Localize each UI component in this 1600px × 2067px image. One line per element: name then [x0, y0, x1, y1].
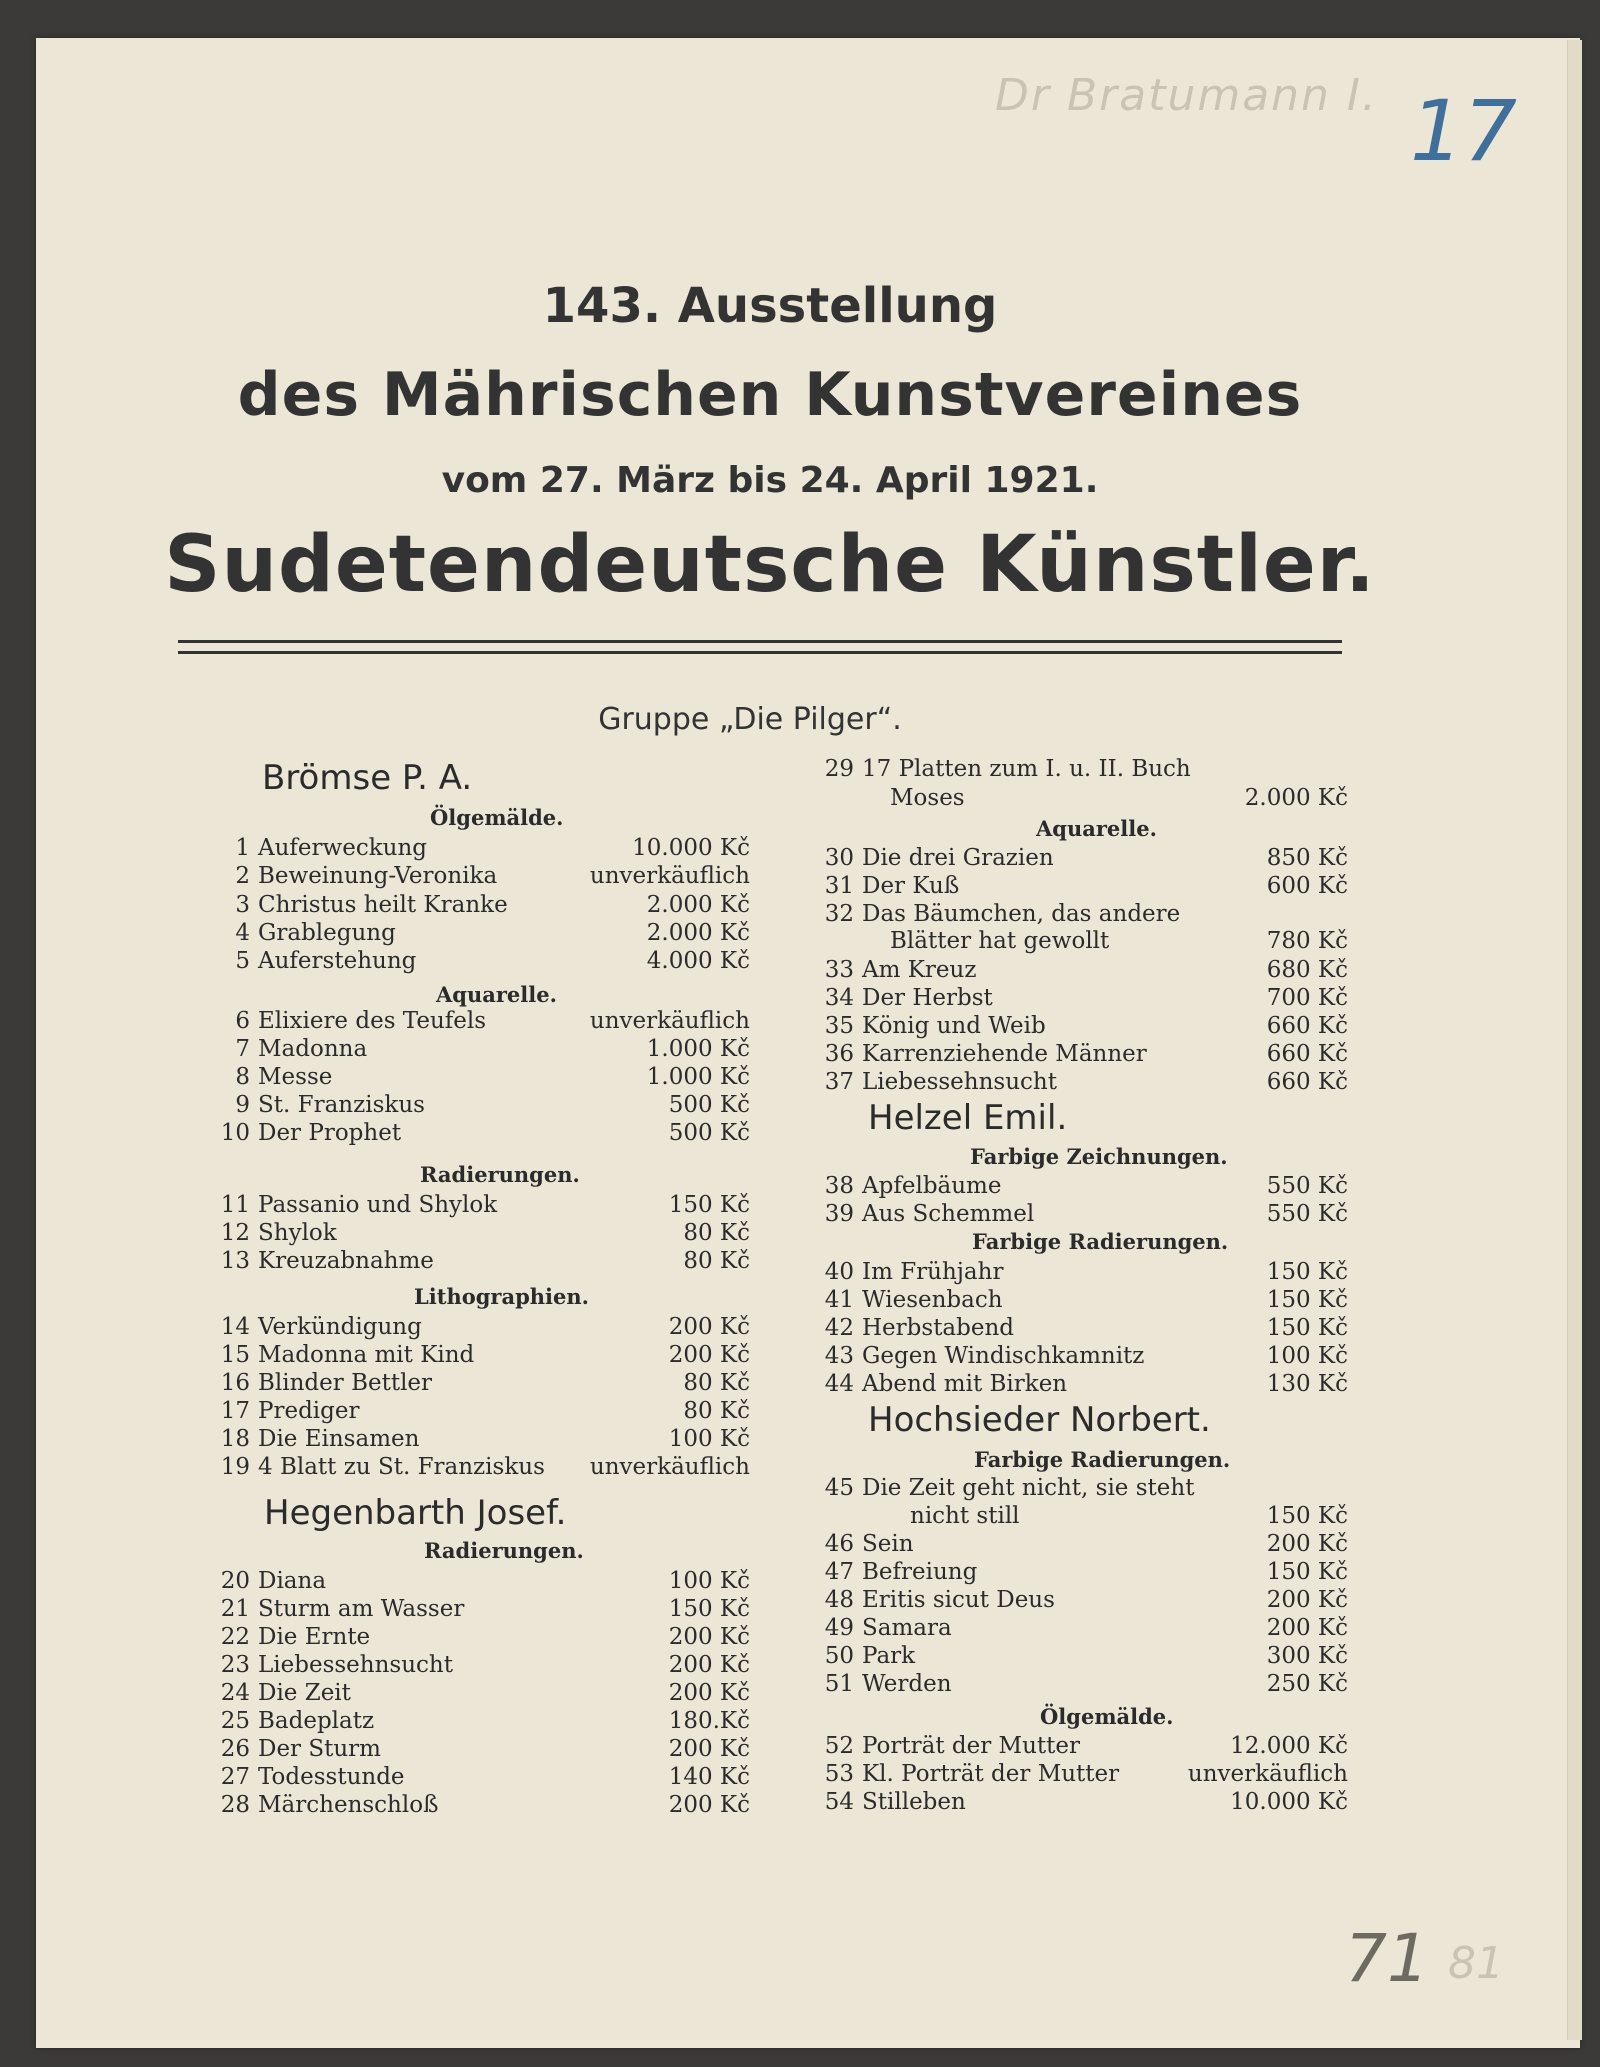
section-heading: Farbige Radierungen. — [972, 1229, 1229, 1254]
entry-price: 250 Kč — [1266, 1671, 1348, 1697]
section-heading: Aquarelle. — [1036, 816, 1157, 841]
artist-heading-hochsieder: Hochsieder Norbert. — [868, 1400, 1211, 1440]
divider-rule — [178, 651, 1342, 654]
entry-title: Karrenziehende Männer — [862, 1041, 1147, 1067]
catalogue-entry-27 — [210, 1764, 750, 1792]
entry-price: 200 Kč — [1266, 1587, 1348, 1613]
entry-price: 600 Kč — [1266, 873, 1348, 899]
entry-number: 1 — [235, 835, 250, 861]
entry-price: 200 Kč — [668, 1792, 750, 1818]
entry-price: 200 Kč — [1266, 1531, 1348, 1557]
catalogue-entry-23 — [210, 1652, 750, 1680]
entry-title: Samara — [862, 1615, 952, 1641]
section-heading: Radierungen. — [420, 1162, 580, 1187]
artist-heading-broemse: Brömse P. A. — [262, 758, 473, 798]
page-title: Sudetendeutsche Künstler. — [164, 520, 1376, 610]
entry-price: 200 Kč — [668, 1652, 750, 1678]
entry-number: 48 — [824, 1587, 854, 1613]
catalogue-entry-10 — [210, 1120, 750, 1148]
catalogue-entry-18 — [210, 1426, 750, 1454]
section-heading: Aquarelle. — [436, 982, 557, 1007]
entry-price: 660 Kč — [1266, 1041, 1348, 1067]
entry-number: 30 — [824, 845, 854, 871]
entry-number: 16 — [220, 1370, 250, 1396]
entry-number: 37 — [824, 1069, 854, 1095]
entry-title: Aus Schemmel — [862, 1201, 1035, 1227]
catalogue-entry-24 — [210, 1680, 750, 1708]
divider-rule — [178, 640, 1342, 643]
entry-number: 22 — [220, 1624, 250, 1650]
entry-title: Sturm am Wasser — [258, 1596, 465, 1622]
entry-number: 14 — [220, 1314, 250, 1340]
entry-number: 33 — [824, 957, 854, 983]
entry-title: Shylok — [258, 1220, 337, 1246]
entry-number: 28 — [220, 1792, 250, 1818]
catalogue-entry-26 — [210, 1736, 750, 1764]
entry-price: 700 Kč — [1266, 985, 1348, 1011]
entry-title: Gegen Windischkamnitz — [862, 1343, 1145, 1369]
catalogue-entry-25 — [210, 1708, 750, 1736]
entry-title: Auferweckung — [258, 835, 428, 861]
catalogue-entry-41 — [814, 1287, 1348, 1315]
entry-price: 150 Kč — [1266, 1259, 1348, 1285]
entry-number: 40 — [824, 1259, 854, 1285]
catalogue-entry-17 — [210, 1398, 750, 1426]
entry-29-price: 2.000 Kč — [1244, 785, 1348, 811]
entry-number: 43 — [824, 1343, 854, 1369]
entry-29-continuation: Moses — [890, 785, 965, 811]
entry-title: Die Einsamen — [258, 1426, 420, 1452]
catalogue-entry-33 — [814, 957, 1348, 985]
catalogue-entry-36 — [814, 1041, 1348, 1069]
entry-number: 4 — [235, 920, 250, 946]
entry-price: 100 Kč — [1266, 1343, 1348, 1369]
entry-title: Im Frühjahr — [862, 1259, 1004, 1285]
entry-45-price: 150 Kč — [1266, 1503, 1348, 1529]
catalogue-entry-52 — [814, 1733, 1348, 1761]
entry-price: 100 Kč — [668, 1426, 750, 1452]
entry-title: Porträt der Mutter — [862, 1733, 1080, 1759]
catalogue-entry-29 — [814, 756, 1348, 784]
catalogue-entry-39 — [814, 1201, 1348, 1229]
entry-price: 550 Kč — [1266, 1173, 1348, 1199]
entry-number: 18 — [220, 1426, 250, 1452]
entry-number: 47 — [824, 1559, 854, 1585]
paper-edge — [1567, 40, 1582, 2040]
entry-price: 500 Kč — [668, 1092, 750, 1118]
entry-price: 2.000 Kč — [646, 920, 750, 946]
entry-number: 20 — [220, 1568, 250, 1594]
catalogue-entry-54 — [814, 1789, 1348, 1817]
entry-price: 200 Kč — [668, 1624, 750, 1650]
catalogue-entry-2 — [210, 863, 750, 891]
entry-number: 27 — [220, 1764, 250, 1790]
entry-number: 41 — [824, 1287, 854, 1313]
entry-title: Die Zeit — [258, 1680, 351, 1706]
entry-title: Die Zeit geht nicht, sie steht — [862, 1475, 1195, 1501]
entry-price: 200 Kč — [668, 1736, 750, 1762]
entry-title: Liebessehnsucht — [258, 1652, 453, 1678]
entry-number: 53 — [824, 1761, 854, 1787]
entry-price: 140 Kč — [668, 1764, 750, 1790]
catalogue-entry-34 — [814, 985, 1348, 1013]
entry-price: 680 Kč — [1266, 957, 1348, 983]
bottom-page-number: 71 — [1345, 1920, 1429, 1997]
entry-price: 200 Kč — [668, 1680, 750, 1706]
catalogue-entry-14 — [210, 1314, 750, 1342]
entry-title: Badeplatz — [258, 1708, 375, 1734]
entry-price: 850 Kč — [1266, 845, 1348, 871]
entry-title: Blinder Bettler — [258, 1370, 433, 1396]
entry-price: 180.Kč — [668, 1708, 750, 1734]
entry-price: unverkäuflich — [1187, 1761, 1348, 1787]
entry-title: Todesstunde — [258, 1764, 405, 1790]
section-heading: Ölgemälde. — [1040, 1704, 1174, 1729]
entry-title: Grablegung — [258, 920, 396, 946]
entry-number: 15 — [220, 1342, 250, 1368]
entry-number: 39 — [824, 1201, 854, 1227]
catalogue-entry-7 — [210, 1036, 750, 1064]
entry-number: 6 — [235, 1008, 250, 1034]
entry-price: 200 Kč — [668, 1342, 750, 1368]
entry-price: 150 Kč — [1266, 1287, 1348, 1313]
exhibition-number: 143. Ausstellung — [542, 278, 998, 334]
entry-number: 52 — [824, 1733, 854, 1759]
catalogue-entry-50 — [814, 1643, 1348, 1671]
entry-title: Kl. Porträt der Mutter — [862, 1761, 1120, 1787]
catalogue-entry-13 — [210, 1248, 750, 1276]
entry-price: 200 Kč — [1266, 1615, 1348, 1641]
catalogue-entry-8 — [210, 1064, 750, 1092]
entry-price: 150 Kč — [1266, 1315, 1348, 1341]
entry-title: Die drei Grazien — [862, 845, 1054, 871]
blue-page-number: 17 — [1410, 82, 1517, 180]
entry-price: 10.000 Kč — [1230, 1789, 1348, 1815]
entry-title: Stilleben — [862, 1789, 966, 1815]
entry-number: 3 — [235, 892, 250, 918]
entry-title: Passanio und Shylok — [258, 1192, 498, 1218]
entry-title: St. Franziskus — [258, 1092, 425, 1118]
entry-price: 150 Kč — [1266, 1559, 1348, 1585]
entry-number: 21 — [220, 1596, 250, 1622]
entry-title: Der Sturm — [258, 1736, 381, 1762]
entry-title: Madonna mit Kind — [258, 1342, 475, 1368]
catalogue-entry-38 — [814, 1173, 1348, 1201]
entry-number: 42 — [824, 1315, 854, 1341]
catalogue-entry-30 — [814, 845, 1348, 873]
entry-title: Am Kreuz — [862, 957, 977, 983]
catalogue-entry-32 — [814, 901, 1348, 929]
artist-heading-hegenbarth: Hegenbarth Josef. — [264, 1493, 567, 1533]
entry-number: 35 — [824, 1013, 854, 1039]
entry-price: 300 Kč — [1266, 1643, 1348, 1669]
artist-heading-helzel: Helzel Emil. — [868, 1098, 1068, 1138]
entry-title: Märchenschloß — [258, 1792, 439, 1818]
entry-price: 80 Kč — [683, 1370, 750, 1396]
exhibition-dates: vom 27. März bis 24. April 1921. — [441, 460, 1099, 501]
entry-price: unverkäuflich — [589, 1008, 750, 1034]
entry-32-continuation: Blätter hat gewollt — [890, 928, 1110, 954]
entry-number: 38 — [824, 1173, 854, 1199]
catalogue-entry-22 — [210, 1624, 750, 1652]
entry-title: Der Prophet — [258, 1120, 402, 1146]
entry-number: 50 — [824, 1643, 854, 1669]
entry-title: Der Herbst — [862, 985, 993, 1011]
entry-price: unverkäuflich — [589, 863, 750, 889]
entry-price: 10.000 Kč — [632, 835, 750, 861]
section-heading: Farbige Radierungen. — [974, 1447, 1231, 1472]
catalogue-entry-31 — [814, 873, 1348, 901]
entry-number: 54 — [824, 1789, 854, 1815]
entry-title: Christus heilt Kranke — [258, 892, 508, 918]
catalogue-entry-6 — [210, 1008, 750, 1036]
entry-number: 12 — [220, 1220, 250, 1246]
catalogue-entry-48 — [814, 1587, 1348, 1615]
entry-price: 80 Kč — [683, 1398, 750, 1424]
entry-price: 660 Kč — [1266, 1013, 1348, 1039]
entry-title: 17 Platten zum I. u. II. Buch — [862, 756, 1191, 782]
entry-title: Sein — [862, 1531, 914, 1557]
entry-price: 12.000 Kč — [1230, 1733, 1348, 1759]
entry-number: 24 — [220, 1680, 250, 1706]
entry-number: 13 — [220, 1248, 250, 1274]
section-heading: Lithographien. — [414, 1284, 589, 1309]
entry-title: Diana — [258, 1568, 327, 1594]
entry-title: Verkündigung — [258, 1314, 422, 1340]
entry-price: 80 Kč — [683, 1220, 750, 1246]
catalogue-entry-20 — [210, 1568, 750, 1596]
entry-title: Elixiere des Teufels — [258, 1008, 487, 1034]
entry-title: Prediger — [258, 1398, 360, 1424]
catalogue-entry-3 — [210, 892, 750, 920]
entry-price: unverkäuflich — [589, 1454, 750, 1480]
entry-title: 4 Blatt zu St. Franziskus — [258, 1454, 545, 1480]
entry-price: 100 Kč — [668, 1568, 750, 1594]
catalogue-entry-42 — [814, 1315, 1348, 1343]
entry-price: 1.000 Kč — [646, 1064, 750, 1090]
catalogue-entry-1 — [210, 835, 750, 863]
catalogue-entry-46 — [814, 1531, 1348, 1559]
entry-price: 150 Kč — [668, 1192, 750, 1218]
entry-number: 23 — [220, 1652, 250, 1678]
entry-number: 8 — [235, 1064, 250, 1090]
catalogue-entry-44 — [814, 1371, 1348, 1399]
entry-title: König und Weib — [862, 1013, 1046, 1039]
catalogue-entry-43 — [814, 1343, 1348, 1371]
entry-number: 26 — [220, 1736, 250, 1762]
entry-number: 51 — [824, 1671, 854, 1697]
catalogue-entry-47 — [814, 1559, 1348, 1587]
entry-number: 32 — [824, 901, 854, 927]
catalogue-entry-12 — [210, 1220, 750, 1248]
catalogue-entry-28 — [210, 1792, 750, 1820]
catalogue-entry-51 — [814, 1671, 1348, 1699]
catalogue-entry-4 — [210, 920, 750, 948]
entry-title: Die Ernte — [258, 1624, 371, 1650]
entry-price: 4.000 Kč — [646, 948, 750, 974]
entry-number: 9 — [235, 1092, 250, 1118]
catalogue-entry-35 — [814, 1013, 1348, 1041]
entry-price: 200 Kč — [668, 1314, 750, 1340]
catalogue-entry-11 — [210, 1192, 750, 1220]
entry-title: Eritis sicut Deus — [862, 1587, 1055, 1613]
entry-number: 7 — [235, 1036, 250, 1062]
entry-price: 550 Kč — [1266, 1201, 1348, 1227]
catalogue-entry-15 — [210, 1342, 750, 1370]
entry-price: 2.000 Kč — [646, 892, 750, 918]
entry-number: 25 — [220, 1708, 250, 1734]
entry-45-continuation: nicht still — [910, 1503, 1020, 1529]
entry-price: 80 Kč — [683, 1248, 750, 1274]
entry-number: 45 — [824, 1475, 854, 1501]
entry-title: Liebessehnsucht — [862, 1069, 1057, 1095]
entry-number: 17 — [220, 1398, 250, 1424]
entry-number: 44 — [824, 1371, 854, 1397]
entry-title: Auferstehung — [258, 948, 417, 974]
catalogue-entry-49 — [814, 1615, 1348, 1643]
group-heading: Gruppe „Die Pilger“. — [598, 702, 902, 737]
entry-number: 36 — [824, 1041, 854, 1067]
entry-number: 31 — [824, 873, 854, 899]
entry-title: Wiesenbach — [862, 1287, 1003, 1313]
entry-title: Beweinung-Veronika — [258, 863, 498, 889]
catalogue-entry-5 — [210, 948, 750, 976]
entry-title: Madonna — [258, 1036, 368, 1062]
entry-title: Der Kuß — [862, 873, 960, 899]
catalogue-entry-19 — [210, 1454, 750, 1482]
entry-number: 2 — [235, 863, 250, 889]
society-name: des Mährischen Kunstvereines — [237, 360, 1303, 430]
entry-number: 10 — [220, 1120, 250, 1146]
entry-number: 49 — [824, 1615, 854, 1641]
entry-price: 500 Kč — [668, 1120, 750, 1146]
section-heading: Radierungen. — [424, 1538, 584, 1563]
pencil-annotation: Dr Bratumann I. — [995, 70, 1378, 121]
entry-number: 34 — [824, 985, 854, 1011]
section-heading: Ölgemälde. — [430, 805, 564, 830]
catalogue-entry-53 — [814, 1761, 1348, 1789]
catalogue-entry-21 — [210, 1596, 750, 1624]
entry-price: 660 Kč — [1266, 1069, 1348, 1095]
catalogue-entry-40 — [814, 1259, 1348, 1287]
entry-number: 46 — [824, 1531, 854, 1557]
entry-title: Apfelbäume — [862, 1173, 1002, 1199]
bottom-faint-number: 81 — [1448, 1938, 1504, 1989]
entry-title: Kreuzabnahme — [258, 1248, 434, 1274]
section-heading: Farbige Zeichnungen. — [970, 1144, 1228, 1169]
entry-title: Herbstabend — [862, 1315, 1015, 1341]
catalogue-entry-9 — [210, 1092, 750, 1120]
catalogue-entry-37 — [814, 1069, 1348, 1097]
entry-number: 19 — [220, 1454, 250, 1480]
catalogue-entry-16 — [210, 1370, 750, 1398]
entry-title: Park — [862, 1643, 916, 1669]
entry-number: 11 — [220, 1192, 250, 1218]
entry-title: Abend mit Birken — [862, 1371, 1068, 1397]
entry-price: 130 Kč — [1266, 1371, 1348, 1397]
entry-price: 150 Kč — [668, 1596, 750, 1622]
entry-title: Werden — [862, 1671, 952, 1697]
entry-title: Befreiung — [862, 1559, 978, 1585]
entry-32-price: 780 Kč — [1266, 928, 1348, 954]
entry-number: 29 — [824, 756, 854, 782]
entry-title: Das Bäumchen, das andere — [862, 901, 1181, 927]
entry-price: 1.000 Kč — [646, 1036, 750, 1062]
catalogue-entry-45 — [814, 1475, 1348, 1503]
entry-number: 5 — [235, 948, 250, 974]
entry-title: Messe — [258, 1064, 333, 1090]
